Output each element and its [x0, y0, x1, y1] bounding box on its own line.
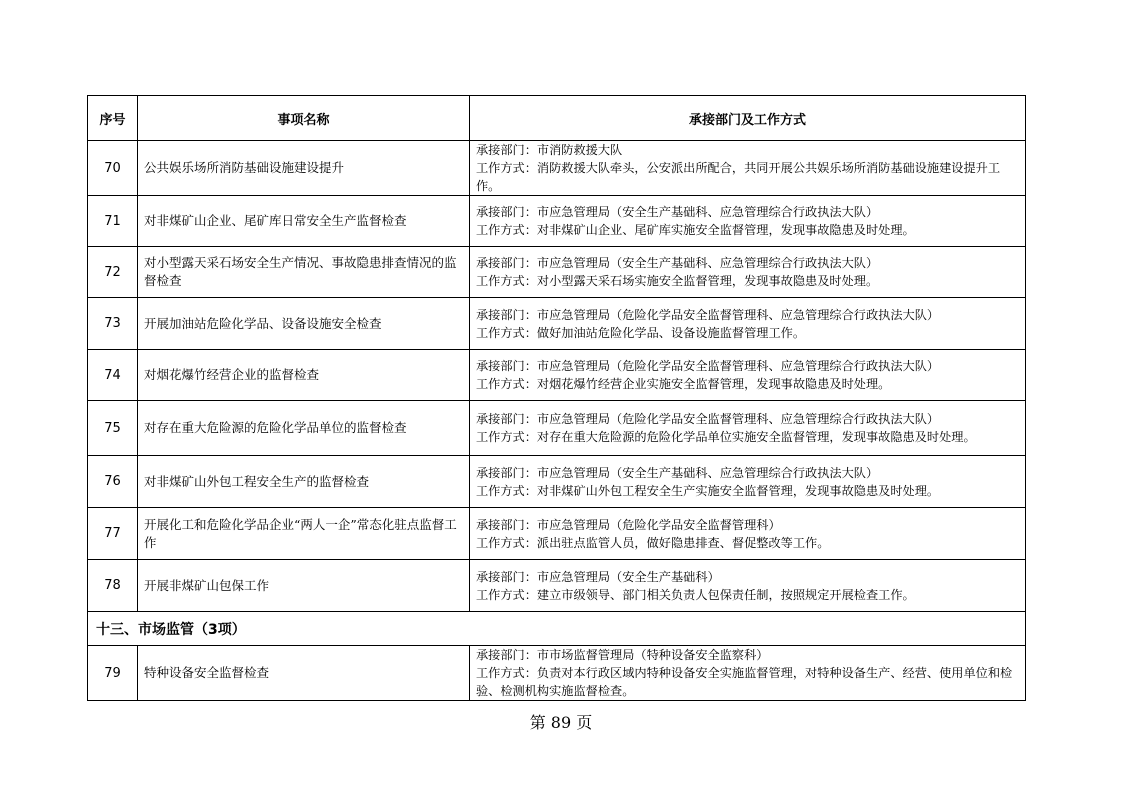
row-serial: 70 — [88, 141, 138, 196]
row-serial: 75 — [88, 401, 138, 456]
row-item-name: 对存在重大危险源的危险化学品单位的监督检查 — [138, 401, 470, 456]
row-item-name: 对烟花爆竹经营企业的监督检查 — [138, 350, 470, 401]
row-item-name: 公共娱乐场所消防基础设施建设提升 — [138, 141, 470, 196]
row-dept-method — [470, 401, 1026, 456]
row-dept-method — [470, 247, 1026, 298]
row-work-method: 工作方式：对非煤矿山外包工程安全生产实施安全监督管理，发现事故隐患及时处理。 — [476, 483, 940, 498]
row-department: 承接部门：市应急管理局（安全生产基础科） — [476, 569, 720, 584]
row-item-name: 开展加油站危险化学品、设备设施安全检查 — [138, 298, 470, 350]
row-work-method: 工作方式：做好加油站危险化学品、设备设施监督管理工作。 — [476, 325, 806, 340]
table-row — [88, 350, 1026, 401]
row-work-method: 工作方式：建立市级领导、部门相关负责人包保责任制，按照规定开展检查工作。 — [476, 587, 915, 602]
table-row — [88, 298, 1026, 350]
table-row — [88, 196, 1026, 247]
row-dept-method — [470, 298, 1026, 350]
row-serial: 73 — [88, 298, 138, 350]
item-table — [87, 95, 1026, 701]
row-dept-method — [470, 456, 1026, 508]
row-dept-method — [470, 508, 1026, 560]
table-row — [88, 456, 1026, 508]
row-dept-method — [470, 560, 1026, 612]
table-row — [88, 401, 1026, 456]
row-department: 承接部门：市应急管理局（安全生产基础科、应急管理综合行政执法大队） — [476, 256, 879, 270]
row-work-method: 工作方式：对存在重大危险源的危险化学品单位实施安全监督管理，发现事故隐患及时处理。 — [476, 430, 976, 444]
row-department: 承接部门：市消防救援大队 — [476, 143, 623, 157]
table-row — [88, 508, 1026, 560]
row-serial: 76 — [88, 456, 138, 508]
row-work-method: 工作方式：派出驻点监管人员，做好隐患排查、督促整改等工作。 — [476, 535, 830, 550]
table-row — [88, 141, 1026, 196]
row-serial: 78 — [88, 560, 138, 612]
row-item-name: 开展化工和危险化学品企业“两人一企”常态化驻点监督工作 — [138, 508, 470, 560]
section-title: 十三、市场监管（3项） — [88, 612, 1026, 646]
header-serial: 序号 — [88, 96, 138, 141]
row-dept-method — [470, 350, 1026, 401]
row-dept-method — [470, 646, 1026, 701]
row-dept-method — [470, 196, 1026, 247]
page-number: 第 89 页 — [529, 713, 593, 732]
row-serial: 72 — [88, 247, 138, 298]
table-row — [88, 560, 1026, 612]
row-work-method: 工作方式：负责对本行政区域内特种设备安全实施监督管理，对特种设备生产、经营、使用单位和检验、检测机构实施监督检查。 — [476, 666, 1013, 698]
row-work-method: 工作方式：对非煤矿山企业、尾矿库实施安全监督管理，发现事故隐患及时处理。 — [476, 223, 915, 237]
table-row — [88, 247, 1026, 298]
row-item-name: 对非煤矿山外包工程安全生产的监督检查 — [138, 456, 470, 508]
section-row — [88, 612, 1026, 646]
row-department: 承接部门：市应急管理局（安全生产基础科、应急管理综合行政执法大队） — [476, 465, 879, 480]
row-serial: 77 — [88, 508, 138, 560]
header-item-name: 事项名称 — [138, 96, 470, 141]
row-serial: 79 — [88, 646, 138, 701]
row-serial: 74 — [88, 350, 138, 401]
row-dept-method — [470, 141, 1026, 196]
table-header-row — [88, 96, 1026, 141]
row-work-method: 工作方式：对小型露天采石场实施安全监督管理，发现事故隐患及时处理。 — [476, 274, 879, 288]
row-work-method: 工作方式：消防救援大队牵头，公安派出所配合，共同开展公共娱乐场所消防基础设施建设提升工作。 — [476, 161, 1001, 193]
row-item-name: 对非煤矿山企业、尾矿库日常安全生产监督检查 — [138, 196, 470, 247]
row-department: 承接部门：市应急管理局（危险化学品安全监督管理科、应急管理综合行政执法大队） — [476, 359, 940, 373]
row-department: 承接部门：市应急管理局（危险化学品安全监督管理科） — [476, 517, 781, 532]
row-work-method: 工作方式：对烟花爆竹经营企业实施安全监督管理，发现事故隐患及时处理。 — [476, 377, 891, 391]
row-department: 承接部门：市应急管理局（危险化学品安全监督管理科、应急管理综合行政执法大队） — [476, 307, 940, 322]
table-body-b — [88, 646, 1026, 701]
row-department: 承接部门：市市场监督管理局（特种设备安全监察科） — [476, 648, 769, 662]
row-department: 承接部门：市应急管理局（安全生产基础科、应急管理综合行政执法大队） — [476, 205, 879, 219]
row-item-name: 特种设备安全监督检查 — [138, 646, 470, 701]
row-department: 承接部门：市应急管理局（危险化学品安全监督管理科、应急管理综合行政执法大队） — [476, 412, 940, 426]
row-item-name: 开展非煤矿山包保工作 — [138, 560, 470, 612]
row-serial: 71 — [88, 196, 138, 247]
table-row — [88, 646, 1026, 701]
table-body-a — [88, 141, 1026, 612]
header-dept-method: 承接部门及工作方式 — [470, 96, 1026, 141]
row-item-name: 对小型露天采石场安全生产情况、事故隐患排查情况的监督检查 — [138, 247, 470, 298]
